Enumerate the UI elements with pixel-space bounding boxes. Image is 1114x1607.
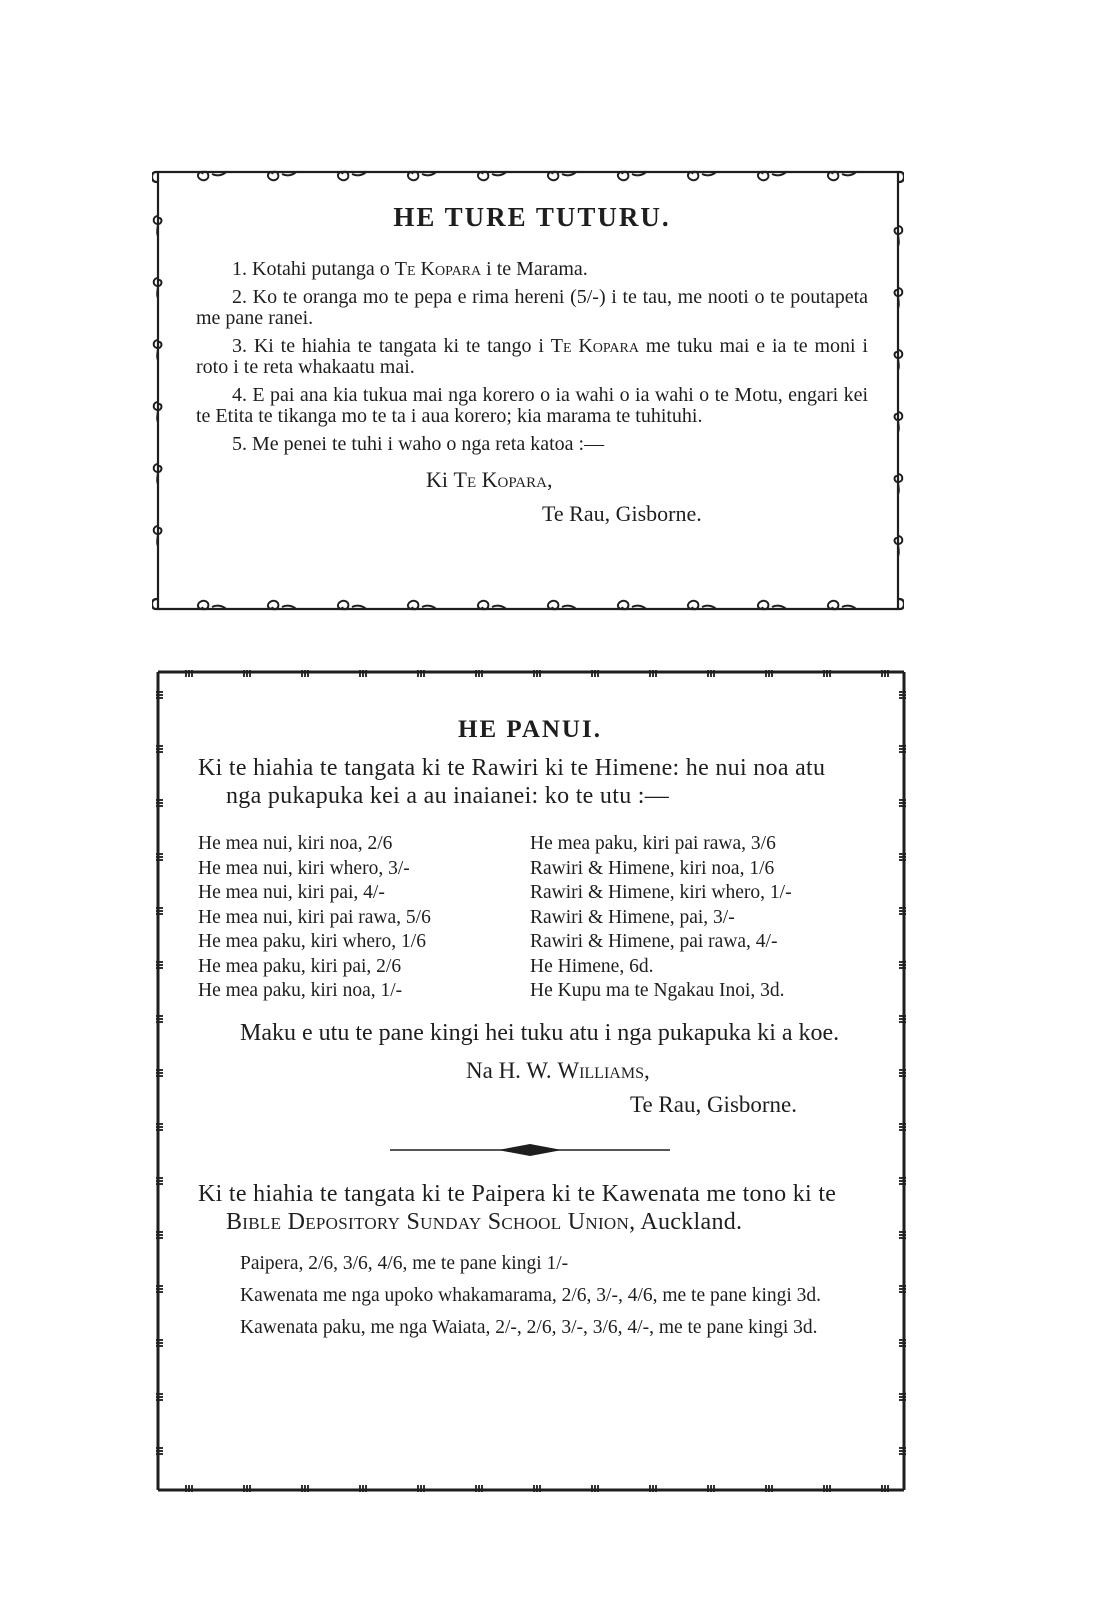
list-item: He mea paku, kiri pai, 2/6 [198, 955, 402, 977]
list-item: He mea nui, kiri pai, 4/- [198, 882, 385, 903]
rule-1: 1. Kotahi putanga o Te Kopara i te Marama. [232, 258, 588, 280]
list-item: Rawiri & Himene, kiri whero, 1/- [530, 882, 792, 903]
intro-paragraph: Ki te hiahia te tangata ki te Rawiri ki te Himene: he nui noa atu nga pukapuka kei a au inaianei: ko te utu :— [198, 755, 826, 809]
signature: Na H. W. Williams, Te Rau, Gisborne. [466, 1057, 798, 1117]
list-item: Rawiri & Himene, pai, 3/- [530, 906, 735, 928]
list-item: He Himene, 6d. [530, 955, 654, 977]
list-item: He mea paku, kiri noa, 1/- [198, 980, 403, 1001]
bible-paragraph: Ki te hiahia te tangata ki te Paipera ki te Kawenata me tono ki te Bible Depository Sunday School Union, Auckland. [198, 1180, 837, 1235]
list-item: He mea nui, kiri pai rawa, 5/6 [198, 906, 431, 928]
list-item: He mea paku, kiri pai rawa, 3/6 [530, 833, 776, 854]
notice-box-he-ture-tuturu [152, 166, 904, 615]
list-item: He mea nui, kiri noa, 2/6 [198, 833, 393, 854]
price-column-right [530, 832, 792, 1004]
notice-title: HE TURE TUTURU. [393, 202, 671, 232]
list-item: He mea nui, kiri whero, 3/- [198, 857, 410, 879]
list-item: He mea paku, kiri whero, 1/6 [198, 931, 426, 952]
notice-box-he-panui [156, 670, 906, 1492]
list-item: Kawenata paku, me nga Waiata, 2/-, 2/6, 3/-, 3/6, 4/-, me te pane kingi 3d. [240, 1316, 818, 1338]
price-list [198, 832, 862, 1004]
list-item: He Kupu ma te Ngakau Inoi, 3d. [530, 980, 785, 1001]
ornamental-divider [390, 1140, 670, 1160]
list-item: Paipera, 2/6, 3/6, 4/6, me te pane kingi 1/- [240, 1252, 569, 1274]
list-item: Rawiri & Himene, pai rawa, 4/- [530, 931, 778, 952]
notice-title: HE PANUI. [458, 716, 602, 743]
bible-price-list [198, 1252, 862, 1339]
price-column-left [198, 832, 530, 1004]
rule-3: 3. Ki te hiahia te tangata ki te tango i Te Kopara me tuku mai e ia te moni i roto i te reta whakaatu mai. [196, 335, 868, 378]
postage-note: Maku e utu te pane kingi hei tuku atu i nga pukapuka ki a koe. [240, 1019, 840, 1046]
rule-2: 2. Ko te oranga mo te pepa e rima hereni (5/-) i te tau, me nooti o te poutapeta me pane ranei. [196, 286, 869, 329]
rule-4: 4. E pai ana kia tukua mai nga korero o ia wahi o ia wahi o te Motu, engari kei te Etita te tikanga mo te ta i aua korero; kia marama te tuhituhi. [196, 384, 869, 427]
rule-5: 5. Me penei te tuhi i waho o nga reta katoa :— [232, 433, 605, 455]
list-item: Rawiri & Himene, kiri noa, 1/6 [530, 857, 775, 879]
mailing-address: Ki Te Kopara, Te Rau, Gisborne. [426, 467, 702, 526]
list-item: Kawenata me nga upoko whakamarama, 2/6, 3/-, 4/6, me te pane kingi 3d. [240, 1284, 822, 1306]
rules-list [196, 259, 868, 455]
